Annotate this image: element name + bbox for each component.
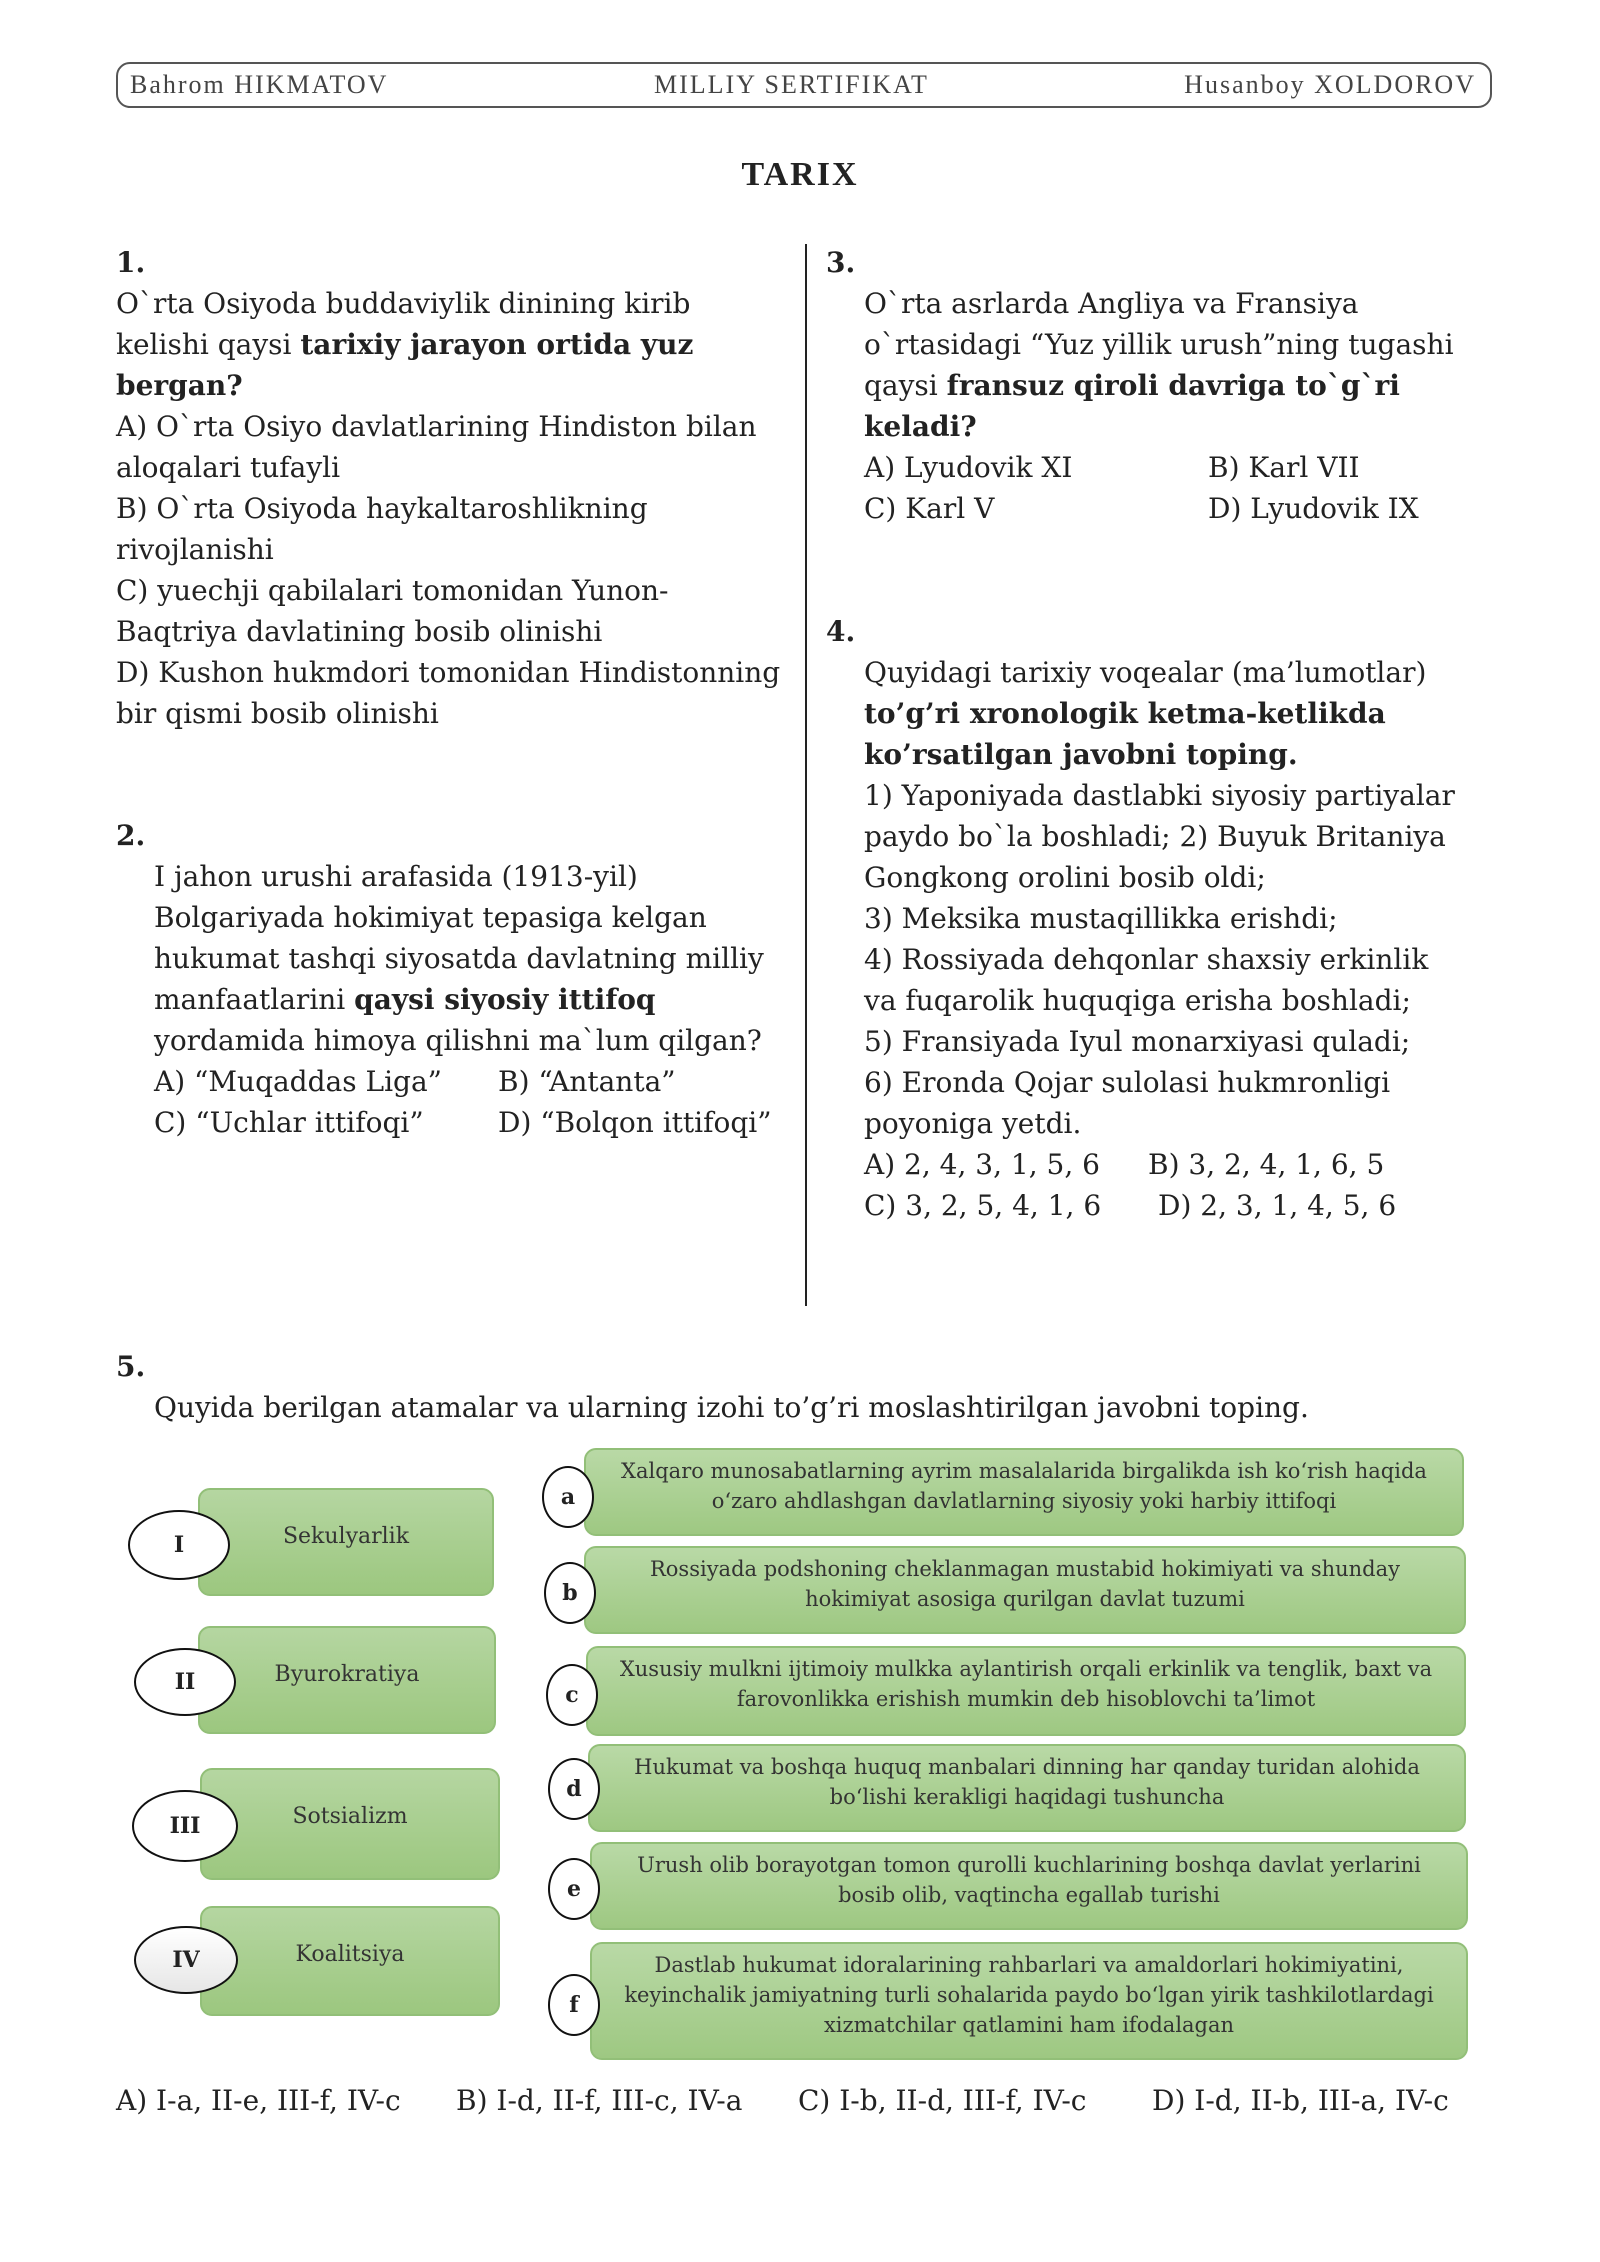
term-marker-2: II [134,1648,236,1716]
option-a: A) 2, 4, 3, 1, 5, 6 [864,1148,1100,1181]
question-text-part: I jahon urushi arafasida (1913-yil) Bolgariyada hokimiyat tepasiga kelgan hukumat tashqi siyosatda davlatning milliy manfaatlarini [154,860,764,1016]
question-text [154,856,774,1061]
term-box-3 [200,1768,500,1880]
term-label: Sotsializm [292,1804,408,1829]
option-a: A) “Muqaddas Liga” [154,1065,442,1098]
question-number: 5. [116,1350,146,1383]
option-c: C) Karl V [864,492,995,525]
definition-marker-a: a [542,1466,594,1528]
option-c: C) yuechji qabilalari tomonidan Yunon-Baqtriya davlatining bosib olinishi [116,574,669,648]
column-divider [805,244,807,1306]
header-author-left: Bahrom HIKMATOV [130,70,389,99]
question-3 [826,242,1476,529]
question-text-bold: to’g’ri xronologik ketma-ketlikda ko’rsatilgan javobni toping. [864,697,1386,771]
question-text-part: yordamida himoya qilishni ma`lum qilgan? [154,1024,762,1057]
definition-box-f: Dastlab hukumat idoralarining rahbarlari va amaldorlari hokimiyatini, keyinchalik jamiyatning turli sohalarida paydo bo‘lgan yirik tashkilotlardagi xizmatchilar qatlamini ham ifodalagan [590,1942,1468,2060]
term-marker-3: III [132,1790,238,1862]
option-d: D) Kushon hukmdori tomonidan Hindistonning bir qismi bosib olinishi [116,656,781,730]
option-b: B) “Antanta” [498,1065,676,1098]
question-2 [116,815,788,1143]
event-item: 4) Rossiyada dehqonlar shaxsiy erkinlik va fuqarolik huquqiga erisha boshladi; [864,943,1429,1017]
definition-box-c: Xususiy mulkni ijtimoiy mulkka aylantirish orqali erkinlik va tenglik, baxt va farovonlikka erishish mumkin deb hisoblovchi ta’limot [586,1646,1466,1736]
option-a: A) O`rta Osiyo davlatlarining Hindiston bilan aloqalari tufayli [116,410,757,484]
question-4 [826,611,1476,1226]
question-number: 2. [116,819,146,852]
header-author-right: Husanboy XOLDOROV [1184,70,1476,99]
question-text-part: Quyidagi tarixiy voqealar (ma’lumotlar) [864,656,1427,689]
option-d: D) 2, 3, 1, 4, 5, 6 [1158,1189,1397,1222]
question-text-part: O`rta Osiyoda buddaviylik dinining kirib kelishi qaysi [116,287,691,361]
event-item: 6) Eronda Qojar sulolasi hukmronligi poyoniga yetdi. [864,1066,1391,1140]
option-d: D) Lyudovik IX [1208,492,1419,525]
page-title: TARIX [741,156,859,193]
term-label: Byurokratiya [274,1662,420,1687]
option-b: B) O`rta Osiyoda haykaltaroshlikning rivojlanishi [116,492,648,566]
event-item: 5) Fransiyada Iyul monarxiyasi quladi; [864,1025,1411,1058]
page-header [116,62,1492,108]
option-c: C) “Uchlar ittifoqi” [154,1106,424,1139]
term-box-1 [198,1488,494,1596]
option-a: A) Lyudovik XI [864,451,1073,484]
question-5 [116,1346,1496,1428]
header-title: MILLIY SERTIFIKAT [654,70,929,99]
question-text-bold: qaysi siyosiy ittifoq [354,983,656,1016]
term-marker-4: IV [134,1926,238,1994]
question-text [116,283,788,406]
option-d: D) I-d, II-b, III-a, IV-c [1152,2084,1449,2117]
question-text: Quyida berilgan atamalar va ularning izohi to’g’ri moslashtirilgan javobni toping. [154,1391,1309,1424]
option-c: C) I-b, II-d, III-f, IV-c [798,2084,1087,2117]
definition-box-d: Hukumat va boshqa huquq manbalari dinning har qanday turidan alohida bo‘lishi kerakligi haqidagi tushuncha [588,1744,1466,1832]
term-marker-1: I [128,1510,230,1580]
question-number: 1. [116,246,146,279]
event-item: 1) Yaponiyada dastlabki siyosiy partiyalar paydo bo`la boshladi; 2) Buyuk Britaniya Gongkong orolini bosib oldi; [864,779,1455,894]
term-box-2 [198,1626,496,1734]
question-text-part: O`rta asrlarda Angliya va Fransiya o`rtasidagi “Yuz yillik urush”ning tugashi qaysi [864,287,1454,402]
question-text-bold: fransuz qiroli davriga to`g`ri keladi? [864,369,1400,443]
option-d: D) “Bolqon ittifoqi” [498,1106,772,1139]
definition-box-e: Urush olib borayotgan tomon qurolli kuchlarining boshqa davlat yerlarini bosib olib, vaqtincha egallab turishi [590,1842,1468,1930]
option-b: B) 3, 2, 4, 1, 6, 5 [1148,1148,1385,1181]
definition-marker-b: b [544,1562,596,1624]
definition-marker-f: f [548,1974,600,2036]
term-label: Koalitsiya [295,1942,405,1967]
definition-marker-c: c [546,1664,598,1726]
question-text-bold: tarixiy jarayon ortida yuz bergan? [116,328,694,402]
question-number: 3. [826,246,856,279]
option-c: C) 3, 2, 5, 4, 1, 6 [864,1189,1102,1222]
definition-marker-e: e [548,1858,600,1920]
definition-box-b: Rossiyada podshoning cheklanmagan mustabid hokimiyati va shunday hokimiyat asosiga qurilgan davlat tuzumi [584,1546,1466,1634]
question-1 [116,242,788,734]
option-a: A) I-a, II-e, III-f, IV-c [116,2084,401,2117]
option-b: B) I-d, II-f, III-c, IV-a [456,2084,743,2117]
question-text [864,652,1464,775]
definition-box-a: Xalqaro munosabatlarning ayrim masalalarida birgalikda ish ko‘rish haqida o‘zaro ahdlashgan davlatlarning siyosiy yoki harbiy ittifoqi [584,1448,1464,1536]
term-label: Sekulyarlik [282,1524,410,1549]
definition-marker-d: d [548,1758,600,1820]
term-box-4 [200,1906,500,2016]
option-b: B) Karl VII [1208,451,1360,484]
question-text [864,283,1464,447]
question-number: 4. [826,615,856,648]
event-item: 3) Meksika mustaqillikka erishdi; [864,902,1338,935]
